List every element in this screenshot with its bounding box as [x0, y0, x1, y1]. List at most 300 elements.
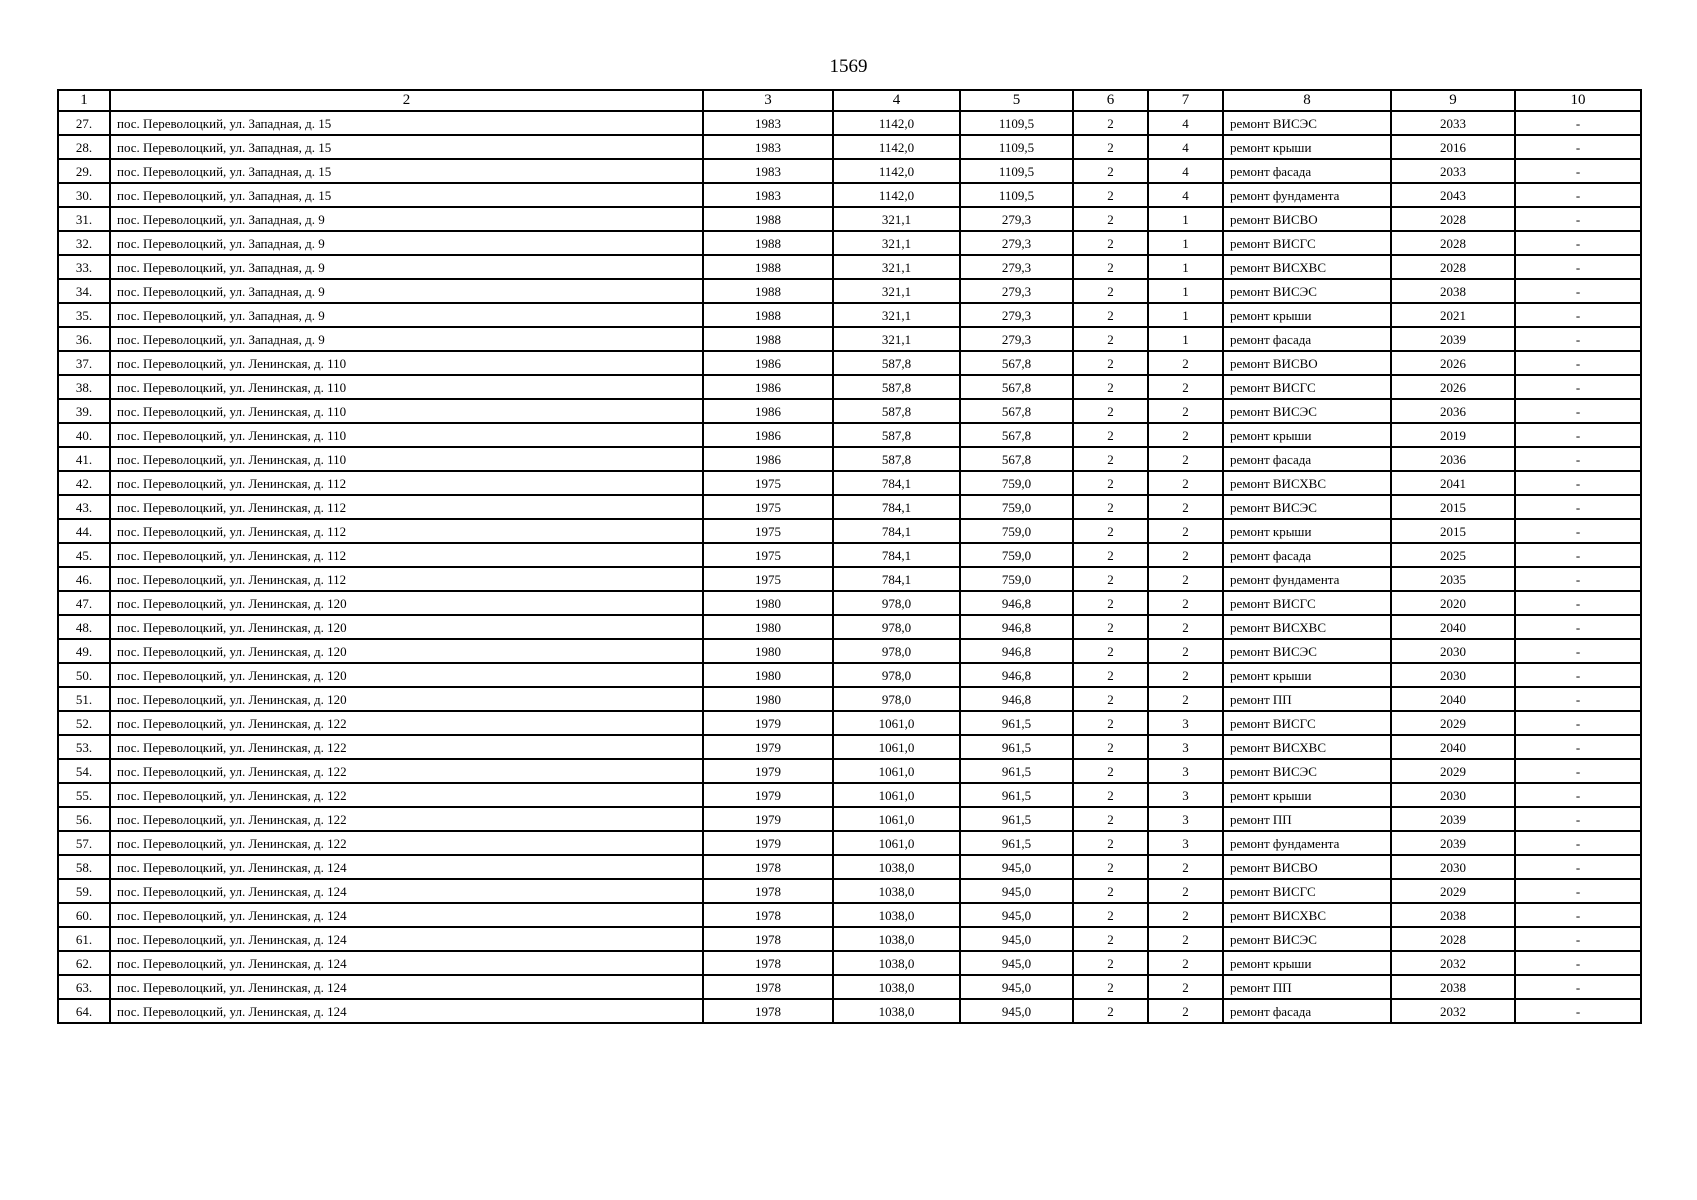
year-built-cell: 1980 [703, 687, 833, 711]
table-row [58, 351, 1641, 375]
address-cell: пос. Переволоцкий, ул. Ленинская, д. 110 [110, 447, 703, 471]
total-area-cell: 978,0 [833, 663, 960, 687]
year-built-cell: 1978 [703, 879, 833, 903]
living-area-cell: 279,3 [960, 279, 1073, 303]
table-row [58, 687, 1641, 711]
total-area-cell: 1038,0 [833, 855, 960, 879]
total-area-cell: 784,1 [833, 495, 960, 519]
living-area-cell: 946,8 [960, 639, 1073, 663]
year-built-cell: 1975 [703, 567, 833, 591]
note-cell: - [1515, 231, 1641, 255]
table-row [58, 975, 1641, 999]
repair-type-cell: ремонт ВИСЭС [1223, 927, 1391, 951]
entrances-cell: 2 [1148, 591, 1223, 615]
floors-cell: 2 [1073, 783, 1148, 807]
floors-cell: 2 [1073, 999, 1148, 1023]
note-cell: - [1515, 567, 1641, 591]
entrances-cell: 1 [1148, 207, 1223, 231]
note-cell: - [1515, 591, 1641, 615]
address-cell: пос. Переволоцкий, ул. Ленинская, д. 120 [110, 591, 703, 615]
repair-year-cell: 2028 [1391, 255, 1515, 279]
entrances-cell: 2 [1148, 687, 1223, 711]
repair-year-cell: 2029 [1391, 879, 1515, 903]
total-area-cell: 978,0 [833, 591, 960, 615]
total-area-cell: 1038,0 [833, 975, 960, 999]
floors-cell: 2 [1073, 543, 1148, 567]
repair-year-cell: 2030 [1391, 783, 1515, 807]
repair-year-cell: 2030 [1391, 663, 1515, 687]
note-cell: - [1515, 495, 1641, 519]
note-cell: - [1515, 519, 1641, 543]
repair-year-cell: 2030 [1391, 639, 1515, 663]
year-built-cell: 1978 [703, 855, 833, 879]
year-built-cell: 1983 [703, 159, 833, 183]
floors-cell: 2 [1073, 831, 1148, 855]
year-built-cell: 1988 [703, 207, 833, 231]
living-area-cell: 1109,5 [960, 159, 1073, 183]
repair-year-cell: 2028 [1391, 927, 1515, 951]
total-area-cell: 321,1 [833, 279, 960, 303]
entrances-cell: 3 [1148, 711, 1223, 735]
repair-type-cell: ремонт ВИСЭС [1223, 279, 1391, 303]
floors-cell: 2 [1073, 111, 1148, 135]
repair-type-cell: ремонт фасада [1223, 543, 1391, 567]
entrances-cell: 1 [1148, 231, 1223, 255]
column-header: 9 [1391, 90, 1515, 111]
entrances-cell: 2 [1148, 567, 1223, 591]
total-area-cell: 1038,0 [833, 999, 960, 1023]
living-area-cell: 946,8 [960, 687, 1073, 711]
living-area-cell: 567,8 [960, 351, 1073, 375]
floors-cell: 2 [1073, 327, 1148, 351]
year-built-cell: 1979 [703, 759, 833, 783]
year-built-cell: 1975 [703, 471, 833, 495]
table-row [58, 471, 1641, 495]
year-built-cell: 1983 [703, 111, 833, 135]
address-cell: пос. Переволоцкий, ул. Ленинская, д. 122 [110, 759, 703, 783]
repair-year-cell: 2030 [1391, 855, 1515, 879]
year-built-cell: 1979 [703, 735, 833, 759]
repair-type-cell: ремонт крыши [1223, 135, 1391, 159]
row-number-cell: 63. [58, 975, 110, 999]
table-row [58, 951, 1641, 975]
table-row [58, 711, 1641, 735]
address-cell: пос. Переволоцкий, ул. Ленинская, д. 120 [110, 615, 703, 639]
living-area-cell: 279,3 [960, 327, 1073, 351]
entrances-cell: 2 [1148, 927, 1223, 951]
living-area-cell: 1109,5 [960, 111, 1073, 135]
address-cell: пос. Переволоцкий, ул. Ленинская, д. 120 [110, 687, 703, 711]
table-row [58, 639, 1641, 663]
note-cell: - [1515, 687, 1641, 711]
entrances-cell: 4 [1148, 183, 1223, 207]
total-area-cell: 1142,0 [833, 111, 960, 135]
address-cell: пос. Переволоцкий, ул. Ленинская, д. 112 [110, 543, 703, 567]
note-cell: - [1515, 375, 1641, 399]
note-cell: - [1515, 879, 1641, 903]
repair-year-cell: 2039 [1391, 807, 1515, 831]
repair-year-cell: 2028 [1391, 231, 1515, 255]
note-cell: - [1515, 759, 1641, 783]
note-cell: - [1515, 471, 1641, 495]
row-number-cell: 54. [58, 759, 110, 783]
repair-year-cell: 2039 [1391, 327, 1515, 351]
row-number-cell: 37. [58, 351, 110, 375]
repair-year-cell: 2020 [1391, 591, 1515, 615]
table-row [58, 447, 1641, 471]
repair-year-cell: 2025 [1391, 543, 1515, 567]
header-row [58, 90, 1641, 111]
floors-cell: 2 [1073, 471, 1148, 495]
note-cell: - [1515, 735, 1641, 759]
year-built-cell: 1975 [703, 543, 833, 567]
address-cell: пос. Переволоцкий, ул. Ленинская, д. 110 [110, 423, 703, 447]
living-area-cell: 945,0 [960, 879, 1073, 903]
living-area-cell: 945,0 [960, 903, 1073, 927]
floors-cell: 2 [1073, 591, 1148, 615]
note-cell: - [1515, 807, 1641, 831]
floors-cell: 2 [1073, 639, 1148, 663]
repair-type-cell: ремонт крыши [1223, 303, 1391, 327]
address-cell: пос. Переволоцкий, ул. Западная, д. 15 [110, 111, 703, 135]
note-cell: - [1515, 327, 1641, 351]
row-number-cell: 45. [58, 543, 110, 567]
column-header: 7 [1148, 90, 1223, 111]
table-row [58, 999, 1641, 1023]
row-number-cell: 61. [58, 927, 110, 951]
table-row [58, 903, 1641, 927]
living-area-cell: 759,0 [960, 543, 1073, 567]
year-built-cell: 1980 [703, 663, 833, 687]
note-cell: - [1515, 447, 1641, 471]
year-built-cell: 1978 [703, 951, 833, 975]
row-number-cell: 60. [58, 903, 110, 927]
row-number-cell: 58. [58, 855, 110, 879]
repair-type-cell: ремонт фасада [1223, 327, 1391, 351]
total-area-cell: 1142,0 [833, 183, 960, 207]
note-cell: - [1515, 351, 1641, 375]
entrances-cell: 2 [1148, 351, 1223, 375]
row-number-cell: 53. [58, 735, 110, 759]
address-cell: пос. Переволоцкий, ул. Ленинская, д. 110 [110, 375, 703, 399]
row-number-cell: 31. [58, 207, 110, 231]
note-cell: - [1515, 903, 1641, 927]
address-cell: пос. Переволоцкий, ул. Ленинская, д. 112 [110, 567, 703, 591]
living-area-cell: 279,3 [960, 255, 1073, 279]
floors-cell: 2 [1073, 663, 1148, 687]
entrances-cell: 2 [1148, 423, 1223, 447]
row-number-cell: 32. [58, 231, 110, 255]
year-built-cell: 1988 [703, 327, 833, 351]
entrances-cell: 1 [1148, 255, 1223, 279]
living-area-cell: 1109,5 [960, 135, 1073, 159]
living-area-cell: 567,8 [960, 423, 1073, 447]
total-area-cell: 587,8 [833, 399, 960, 423]
floors-cell: 2 [1073, 183, 1148, 207]
floors-cell: 2 [1073, 687, 1148, 711]
entrances-cell: 3 [1148, 807, 1223, 831]
entrances-cell: 2 [1148, 903, 1223, 927]
total-area-cell: 321,1 [833, 303, 960, 327]
repair-type-cell: ремонт крыши [1223, 783, 1391, 807]
note-cell: - [1515, 399, 1641, 423]
note-cell: - [1515, 711, 1641, 735]
total-area-cell: 587,8 [833, 351, 960, 375]
repair-year-cell: 2016 [1391, 135, 1515, 159]
year-built-cell: 1988 [703, 255, 833, 279]
table-row [58, 279, 1641, 303]
year-built-cell: 1975 [703, 519, 833, 543]
total-area-cell: 321,1 [833, 231, 960, 255]
note-cell: - [1515, 783, 1641, 807]
row-number-cell: 36. [58, 327, 110, 351]
repair-type-cell: ремонт фасада [1223, 159, 1391, 183]
repair-year-cell: 2026 [1391, 351, 1515, 375]
total-area-cell: 587,8 [833, 447, 960, 471]
repair-type-cell: ремонт ВИСГС [1223, 231, 1391, 255]
repair-year-cell: 2038 [1391, 975, 1515, 999]
floors-cell: 2 [1073, 207, 1148, 231]
total-area-cell: 1142,0 [833, 159, 960, 183]
living-area-cell: 961,5 [960, 735, 1073, 759]
total-area-cell: 1061,0 [833, 711, 960, 735]
year-built-cell: 1979 [703, 783, 833, 807]
table-row [58, 159, 1641, 183]
entrances-cell: 1 [1148, 327, 1223, 351]
row-number-cell: 42. [58, 471, 110, 495]
living-area-cell: 946,8 [960, 663, 1073, 687]
repair-year-cell: 2019 [1391, 423, 1515, 447]
repair-year-cell: 2028 [1391, 207, 1515, 231]
living-area-cell: 759,0 [960, 471, 1073, 495]
table-row [58, 759, 1641, 783]
year-built-cell: 1980 [703, 591, 833, 615]
repair-year-cell: 2036 [1391, 399, 1515, 423]
row-number-cell: 27. [58, 111, 110, 135]
table-row [58, 879, 1641, 903]
floors-cell: 2 [1073, 807, 1148, 831]
row-number-cell: 38. [58, 375, 110, 399]
year-built-cell: 1986 [703, 351, 833, 375]
floors-cell: 2 [1073, 903, 1148, 927]
row-number-cell: 49. [58, 639, 110, 663]
entrances-cell: 4 [1148, 111, 1223, 135]
address-cell: пос. Переволоцкий, ул. Ленинская, д. 124 [110, 927, 703, 951]
note-cell: - [1515, 279, 1641, 303]
living-area-cell: 279,3 [960, 231, 1073, 255]
year-built-cell: 1983 [703, 183, 833, 207]
address-cell: пос. Переволоцкий, ул. Западная, д. 9 [110, 327, 703, 351]
total-area-cell: 1142,0 [833, 135, 960, 159]
year-built-cell: 1978 [703, 903, 833, 927]
floors-cell: 2 [1073, 351, 1148, 375]
address-cell: пос. Переволоцкий, ул. Западная, д. 9 [110, 207, 703, 231]
row-number-cell: 39. [58, 399, 110, 423]
column-header: 2 [110, 90, 703, 111]
repair-year-cell: 2040 [1391, 615, 1515, 639]
repair-type-cell: ремонт фасада [1223, 447, 1391, 471]
floors-cell: 2 [1073, 255, 1148, 279]
floors-cell: 2 [1073, 399, 1148, 423]
repair-year-cell: 2021 [1391, 303, 1515, 327]
table-row [58, 495, 1641, 519]
living-area-cell: 961,5 [960, 711, 1073, 735]
year-built-cell: 1986 [703, 447, 833, 471]
table-row [58, 615, 1641, 639]
total-area-cell: 978,0 [833, 615, 960, 639]
table-row [58, 375, 1641, 399]
total-area-cell: 784,1 [833, 471, 960, 495]
repair-type-cell: ремонт ВИСЭС [1223, 399, 1391, 423]
repair-year-cell: 2039 [1391, 831, 1515, 855]
address-cell: пос. Переволоцкий, ул. Ленинская, д. 122 [110, 807, 703, 831]
row-number-cell: 46. [58, 567, 110, 591]
table-row [58, 591, 1641, 615]
entrances-cell: 3 [1148, 783, 1223, 807]
floors-cell: 2 [1073, 423, 1148, 447]
year-built-cell: 1975 [703, 495, 833, 519]
repair-type-cell: ремонт ВИСЭС [1223, 495, 1391, 519]
note-cell: - [1515, 663, 1641, 687]
total-area-cell: 1038,0 [833, 903, 960, 927]
floors-cell: 2 [1073, 495, 1148, 519]
entrances-cell: 2 [1148, 495, 1223, 519]
living-area-cell: 946,8 [960, 615, 1073, 639]
repair-year-cell: 2032 [1391, 951, 1515, 975]
living-area-cell: 567,8 [960, 447, 1073, 471]
row-number-cell: 43. [58, 495, 110, 519]
living-area-cell: 279,3 [960, 303, 1073, 327]
living-area-cell: 759,0 [960, 519, 1073, 543]
address-cell: пос. Переволоцкий, ул. Ленинская, д. 112 [110, 519, 703, 543]
address-cell: пос. Переволоцкий, ул. Ленинская, д. 122 [110, 735, 703, 759]
note-cell: - [1515, 639, 1641, 663]
year-built-cell: 1979 [703, 831, 833, 855]
table-row [58, 207, 1641, 231]
note-cell: - [1515, 927, 1641, 951]
repair-type-cell: ремонт ВИСВО [1223, 855, 1391, 879]
floors-cell: 2 [1073, 567, 1148, 591]
entrances-cell: 2 [1148, 447, 1223, 471]
note-cell: - [1515, 255, 1641, 279]
living-area-cell: 759,0 [960, 567, 1073, 591]
repair-type-cell: ремонт ВИСХВС [1223, 903, 1391, 927]
total-area-cell: 1038,0 [833, 927, 960, 951]
table-row [58, 543, 1641, 567]
year-built-cell: 1980 [703, 639, 833, 663]
row-number-cell: 59. [58, 879, 110, 903]
page-number: 1569 [829, 56, 868, 77]
note-cell: - [1515, 999, 1641, 1023]
entrances-cell: 2 [1148, 879, 1223, 903]
address-cell: пос. Переволоцкий, ул. Ленинская, д. 124 [110, 999, 703, 1023]
row-number-cell: 56. [58, 807, 110, 831]
repair-year-cell: 2041 [1391, 471, 1515, 495]
table-row [58, 807, 1641, 831]
note-cell: - [1515, 951, 1641, 975]
repair-type-cell: ремонт ВИСХВС [1223, 471, 1391, 495]
row-number-cell: 41. [58, 447, 110, 471]
total-area-cell: 587,8 [833, 423, 960, 447]
address-cell: пос. Переволоцкий, ул. Ленинская, д. 112 [110, 495, 703, 519]
repair-type-cell: ремонт ВИСХВС [1223, 735, 1391, 759]
table-row [58, 927, 1641, 951]
repair-type-cell: ремонт крыши [1223, 519, 1391, 543]
entrances-cell: 2 [1148, 471, 1223, 495]
row-number-cell: 52. [58, 711, 110, 735]
floors-cell: 2 [1073, 927, 1148, 951]
row-number-cell: 34. [58, 279, 110, 303]
living-area-cell: 961,5 [960, 759, 1073, 783]
living-area-cell: 946,8 [960, 591, 1073, 615]
total-area-cell: 1061,0 [833, 831, 960, 855]
repair-type-cell: ремонт крыши [1223, 423, 1391, 447]
table-row [58, 327, 1641, 351]
year-built-cell: 1988 [703, 303, 833, 327]
total-area-cell: 321,1 [833, 255, 960, 279]
note-cell: - [1515, 207, 1641, 231]
address-cell: пос. Переволоцкий, ул. Ленинская, д. 124 [110, 903, 703, 927]
entrances-cell: 2 [1148, 663, 1223, 687]
repair-type-cell: ремонт ВИСГС [1223, 375, 1391, 399]
year-built-cell: 1988 [703, 231, 833, 255]
year-built-cell: 1986 [703, 423, 833, 447]
note-cell: - [1515, 111, 1641, 135]
entrances-cell: 3 [1148, 735, 1223, 759]
table-row [58, 735, 1641, 759]
row-number-cell: 62. [58, 951, 110, 975]
column-header: 1 [58, 90, 110, 111]
repair-year-cell: 2015 [1391, 495, 1515, 519]
table-row [58, 783, 1641, 807]
address-cell: пос. Переволоцкий, ул. Ленинская, д. 120 [110, 639, 703, 663]
table-row [58, 399, 1641, 423]
row-number-cell: 30. [58, 183, 110, 207]
floors-cell: 2 [1073, 279, 1148, 303]
row-number-cell: 40. [58, 423, 110, 447]
entrances-cell: 2 [1148, 615, 1223, 639]
repair-type-cell: ремонт ВИСВО [1223, 351, 1391, 375]
column-header: 4 [833, 90, 960, 111]
address-cell: пос. Переволоцкий, ул. Ленинская, д. 112 [110, 471, 703, 495]
address-cell: пос. Переволоцкий, ул. Западная, д. 15 [110, 135, 703, 159]
row-number-cell: 33. [58, 255, 110, 279]
table-row [58, 255, 1641, 279]
note-cell: - [1515, 423, 1641, 447]
repair-type-cell: ремонт фундамента [1223, 831, 1391, 855]
table-body [58, 111, 1641, 1023]
entrances-cell: 2 [1148, 975, 1223, 999]
living-area-cell: 759,0 [960, 495, 1073, 519]
row-number-cell: 28. [58, 135, 110, 159]
entrances-cell: 1 [1148, 279, 1223, 303]
entrances-cell: 2 [1148, 639, 1223, 663]
total-area-cell: 978,0 [833, 639, 960, 663]
column-header: 5 [960, 90, 1073, 111]
address-cell: пос. Переволоцкий, ул. Ленинская, д. 120 [110, 663, 703, 687]
repair-year-cell: 2035 [1391, 567, 1515, 591]
address-cell: пос. Переволоцкий, ул. Западная, д. 9 [110, 255, 703, 279]
row-number-cell: 55. [58, 783, 110, 807]
repair-year-cell: 2040 [1391, 687, 1515, 711]
floors-cell: 2 [1073, 447, 1148, 471]
total-area-cell: 587,8 [833, 375, 960, 399]
table-row [58, 183, 1641, 207]
note-cell: - [1515, 135, 1641, 159]
floors-cell: 2 [1073, 879, 1148, 903]
address-cell: пос. Переволоцкий, ул. Ленинская, д. 124 [110, 975, 703, 999]
repair-schedule-table [57, 89, 1642, 1024]
